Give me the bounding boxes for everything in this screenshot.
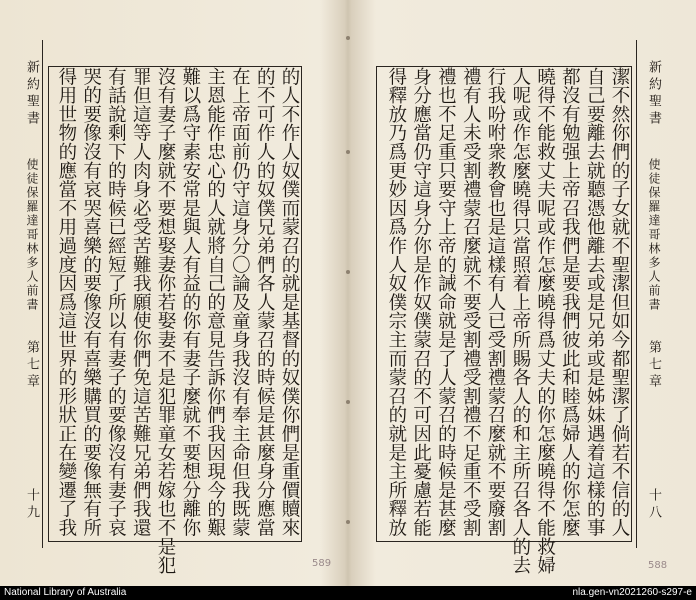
text-column: 都沒有勉强上帝召我們是要我們彼此和睦爲婦人的你怎麼 [559,67,581,537]
right-body-text [377,67,631,575]
text-column: 的不可作人的奴僕兄弟們各人蒙召的時候是甚麼身分應當 [254,67,276,537]
text-column: 主恩能作忠心的人就將自己的意見告訴你們我因現今的艱 [204,67,226,537]
binding-hole [346,36,350,40]
text-column: 罪但這等人肉身必受苦難我願使你們免這苦難兄弟們我還 [130,67,152,537]
footer-library-name: National Library of Australia [4,587,127,598]
binding-hole [346,520,350,524]
text-column: 曉得不能救丈夫呢或作怎麼曉得爲丈夫的你怎麼曉得不能救婦 [534,67,556,575]
binding-hole [346,400,350,404]
right-page-number: 十八 [646,488,661,522]
left-header-rule [42,40,43,548]
left-pencil-number: 589 [312,558,332,569]
right-pencil-number: 588 [648,560,668,571]
right-page-chapter: 第七章 [646,340,661,391]
text-column: 難以爲守素安常是與人有益的你有妻子麼就不要想分離你 [179,67,201,537]
text-column: 的人不作人奴僕而蒙召的就是基督的奴僕你們是重價贖來 [279,67,300,537]
left-body-text [49,67,301,575]
text-column: 沒有妻子麼就不要想娶妻你若娶妻不是犯罪童女若嫁也不是犯 [155,67,177,575]
right-text-block [376,66,632,575]
text-column: 自己要離去就聽憑他離去或是兄弟或是姊妹遇着這樣的事 [584,67,606,537]
left-page-book: 使徒保羅達哥林多人前書 [25,158,39,312]
left-page-number: 十九 [24,488,39,522]
text-column: 在上帝面前仍守這身分〇論及童身我沒有奉主命但我既蒙 [229,67,251,537]
right-header-rule [636,40,637,548]
right-page-book: 使徒保羅達哥林多人前書 [647,158,661,312]
text-column: 得釋放乃爲更妙因爲作人奴僕宗主而蒙召的就是主所釋放 [385,67,407,537]
binding-hole [346,270,350,274]
text-column: 身分應當仍守這身分你是作奴僕蒙召的不可因此憂慮若能 [410,67,432,537]
left-page-title: 新約聖書 [24,60,39,128]
binding-holes [346,0,350,586]
text-column: 禮也不足重只要守上帝的誡命就是了人蒙召的時候是甚麼 [435,67,457,537]
text-column: 潔不然你們的子女就不聖潔但如今都聖潔了倘若不信的人 [609,67,630,537]
text-column: 哭的要像沒有哀哭喜樂的要像沒有喜樂購買的要像無有所 [80,67,102,537]
left-text-block [48,66,302,575]
text-column: 得用世物的應當不用過度因爲這世界的形狀正在變遷了我 [55,67,77,537]
footer-identifier: nla.gen-vn2021260-s297-e [572,587,692,598]
text-column: 行我吩咐衆教會也是這樣有人已受割禮蒙召麼就不要廢割 [485,67,507,537]
right-page-title: 新約聖書 [646,60,661,128]
footer-bar [0,586,696,600]
binding-hole [346,150,350,154]
text-column: 有話說剩下的時候已經短了所以有妻子的要像沒有妻子哀 [105,67,127,537]
text-column: 人呢或作怎麼曉得只當照着上帝所賜各人的和主所召各人的去 [509,67,531,575]
left-page-chapter: 第七章 [24,340,39,391]
text-column: 禮有人未受割禮蒙召麼就不要受割禮受割禮不足重不受割 [460,67,482,537]
